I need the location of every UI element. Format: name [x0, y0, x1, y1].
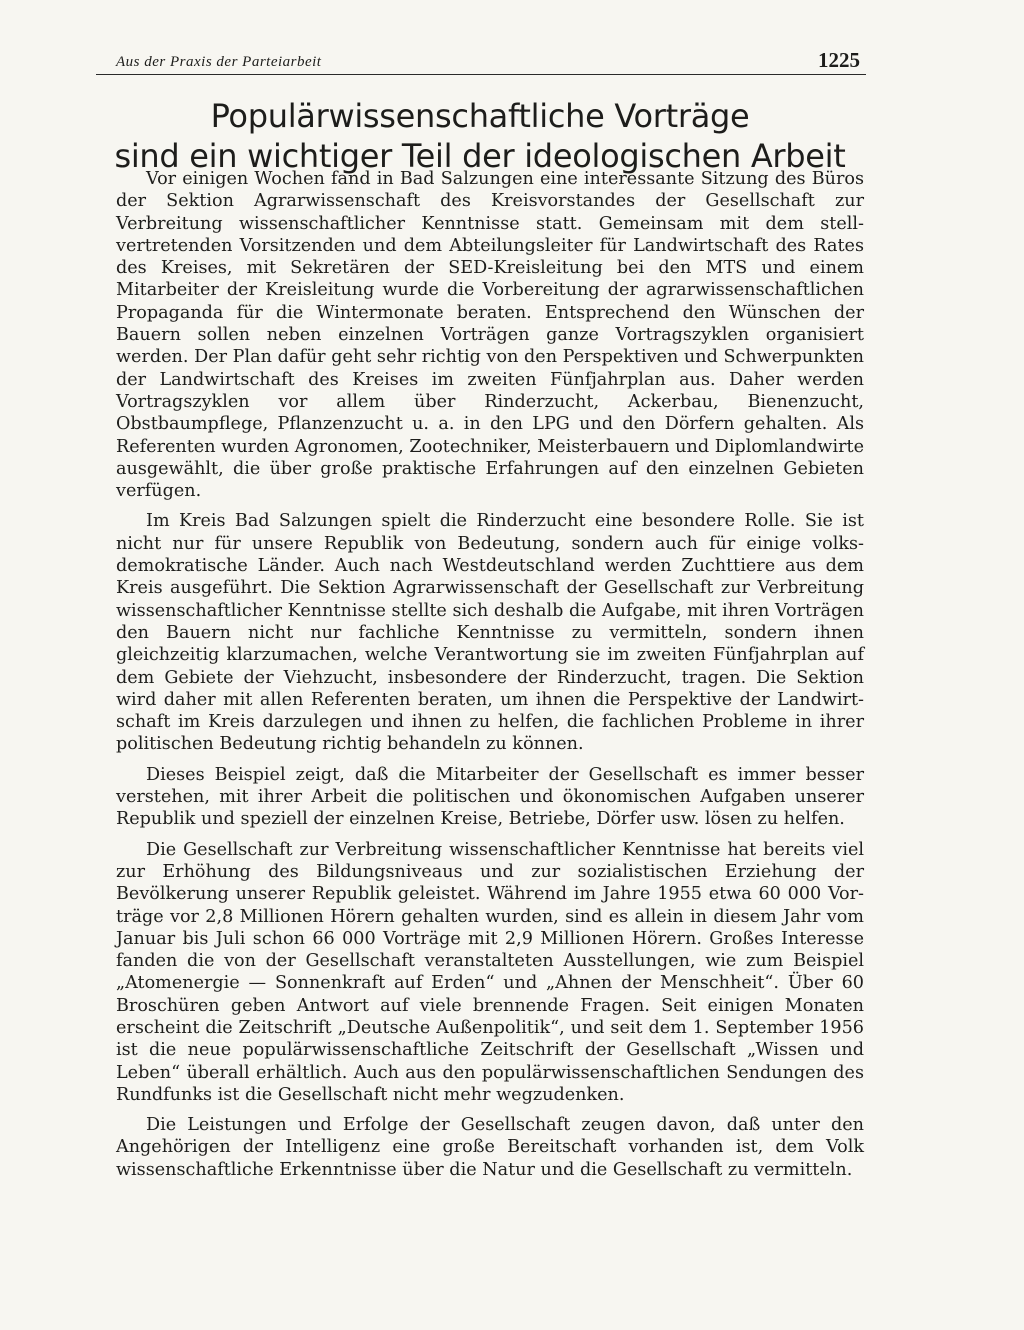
paragraph: Die Gesellschaft zur Verbreitung wissenschaftlicher Kenntnisse hat bereits viel zur Erhöhung des Bildungsniveaus und zur sozialistischen Erziehung der Bevölkerung unserer Republik geleistet. Während im Jahre 1955 etwa 60 000 Vorträge vor 2,8 Millionen Hörern gehalten wurden, sind es allein in diesem Jahr vom Januar bis Juli schon 66 000 Vorträge mit 2,9 Millionen Hörern. Großes Interesse fanden die von der Gesellschaft veranstalteten Ausstellungen, wie zum Beispiel „Atomenergie — Sonnenkraft auf Erden“ und „Ahnen der Menschheit“. Über 60 Broschüren geben Antwort auf viele brennende Fragen. Seit einigen Monaten erscheint die Zeitschrift „Deutsche Außenpolitik“, und seit dem 1. September 1956 ist die neue populärwissenschaftliche Zeitschrift der Gesellschaft „Wissen und Leben“ überall erhältlich. Auch aus den populärwissenschaftlichen Sendungen des Rundfunks ist die Gesellschaft nicht mehr wegzudenken. [116, 839, 864, 1105]
article-body [116, 168, 864, 1189]
paragraph: Die Leistungen und Erfolge der Gesellschaft zeugen davon, daß unter den Angehörigen der Intelligenz eine große Bereitschaft vorhanden ist, dem Volk wissenschaftliche Erkenntnisse über die Natur und die Gesellschaft zu vermitteln. [116, 1115, 864, 1180]
paragraph: Dieses Beispiel zeigt, daß die Mitarbeiter der Gesellschaft es immer besser verstehen, mit ihrer Arbeit die politischen und ökonomischen Aufgaben unserer Republik und speziell der einzelnen Kreise, Betriebe, Dörfer usw. lösen zu helfen. [116, 764, 864, 830]
paragraph: Im Kreis Bad Salzungen spielt die Rinderzucht eine besondere Rolle. Sie ist nicht nur für unsere Republik von Bedeutung, sondern auch für einige volksdemokratische Länder. Auch nach Westdeutschland werden Zuchttiere aus dem Kreis ausgeführt. Die Sektion Agrarwissenschaft der Gesellschaft zur Verbreitung wissenschaftlicher Kenntnisse stellte sich deshalb die Aufgabe, mit ihren Vorträgen den Bauern nicht nur fachliche Kenntnisse zu vermitteln, sondern ihnen gleichzeitig klarzumachen, welche Verantwortung sie im zweiten Fünfjahrplan auf dem Gebiete der Viehzucht, insbesondere der Rinderzucht, tragen. Die Sektion wird daher mit allen Referenten beraten, um ihnen die Perspektive der Landwirtschaft im Kreis darzulegen und ihnen zu helfen, die fachlichen Probleme in ihrer politischen Bedeutung richtig behandeln zu können. [116, 511, 864, 755]
title-line-2: sind ein wichtiger Teil der ideologischen Arbeit [114, 137, 846, 175]
running-header [96, 48, 866, 75]
article-title [100, 96, 860, 176]
page-number: 1225 [818, 48, 860, 72]
title-line-1: Populärwissenschaftliche Vorträge [210, 97, 750, 135]
paragraph: Vor einigen Wochen fand in Bad Salzungen eine interessante Sitzung des Büros der Sektion Agrarwissenschaft des Kreisvorstandes der Gesellschaft zur Verbreitung wissenschaftlicher Kenntnisse statt. Gemeinsam mit dem stellvertretenden Vorsitzenden und dem Abteilungsleiter für Landwirtschaft des Rates des Kreises, mit Sekretären der SED-Kreisleitung bei den MTS und einem Mitarbeiter der Kreisleitung wurde die Vorbereitung der agrarwissenschaftlichen Propaganda für die Wintermonate beraten. Entsprechend den Wünschen der Bauern sollen neben einzelnen Vorträgen ganze Vortragszyklen organisiert werden. Der Plan dafür geht sehr richtig von den Perspektiven und Schwerpunkten der Landwirtschaft des Kreises im zweiten Fünfjahrplan aus. Daher werden Vortragszyklen vor allem über Rinderzucht, Ackerbau, Bienenzucht, Obstbaumpflege, Pflanzenzucht u. a. in den LPG und den Dörfern gehalten. Als Referenten wurden Agronomen, Zootechniker, Meisterbauern und Diplomlandwirte ausgewählt, die über große praktische Erfahrungen auf den einzelnen Gebieten verfügen. [116, 169, 864, 502]
running-title: Aus der Praxis der Parteiarbeit [116, 54, 322, 70]
